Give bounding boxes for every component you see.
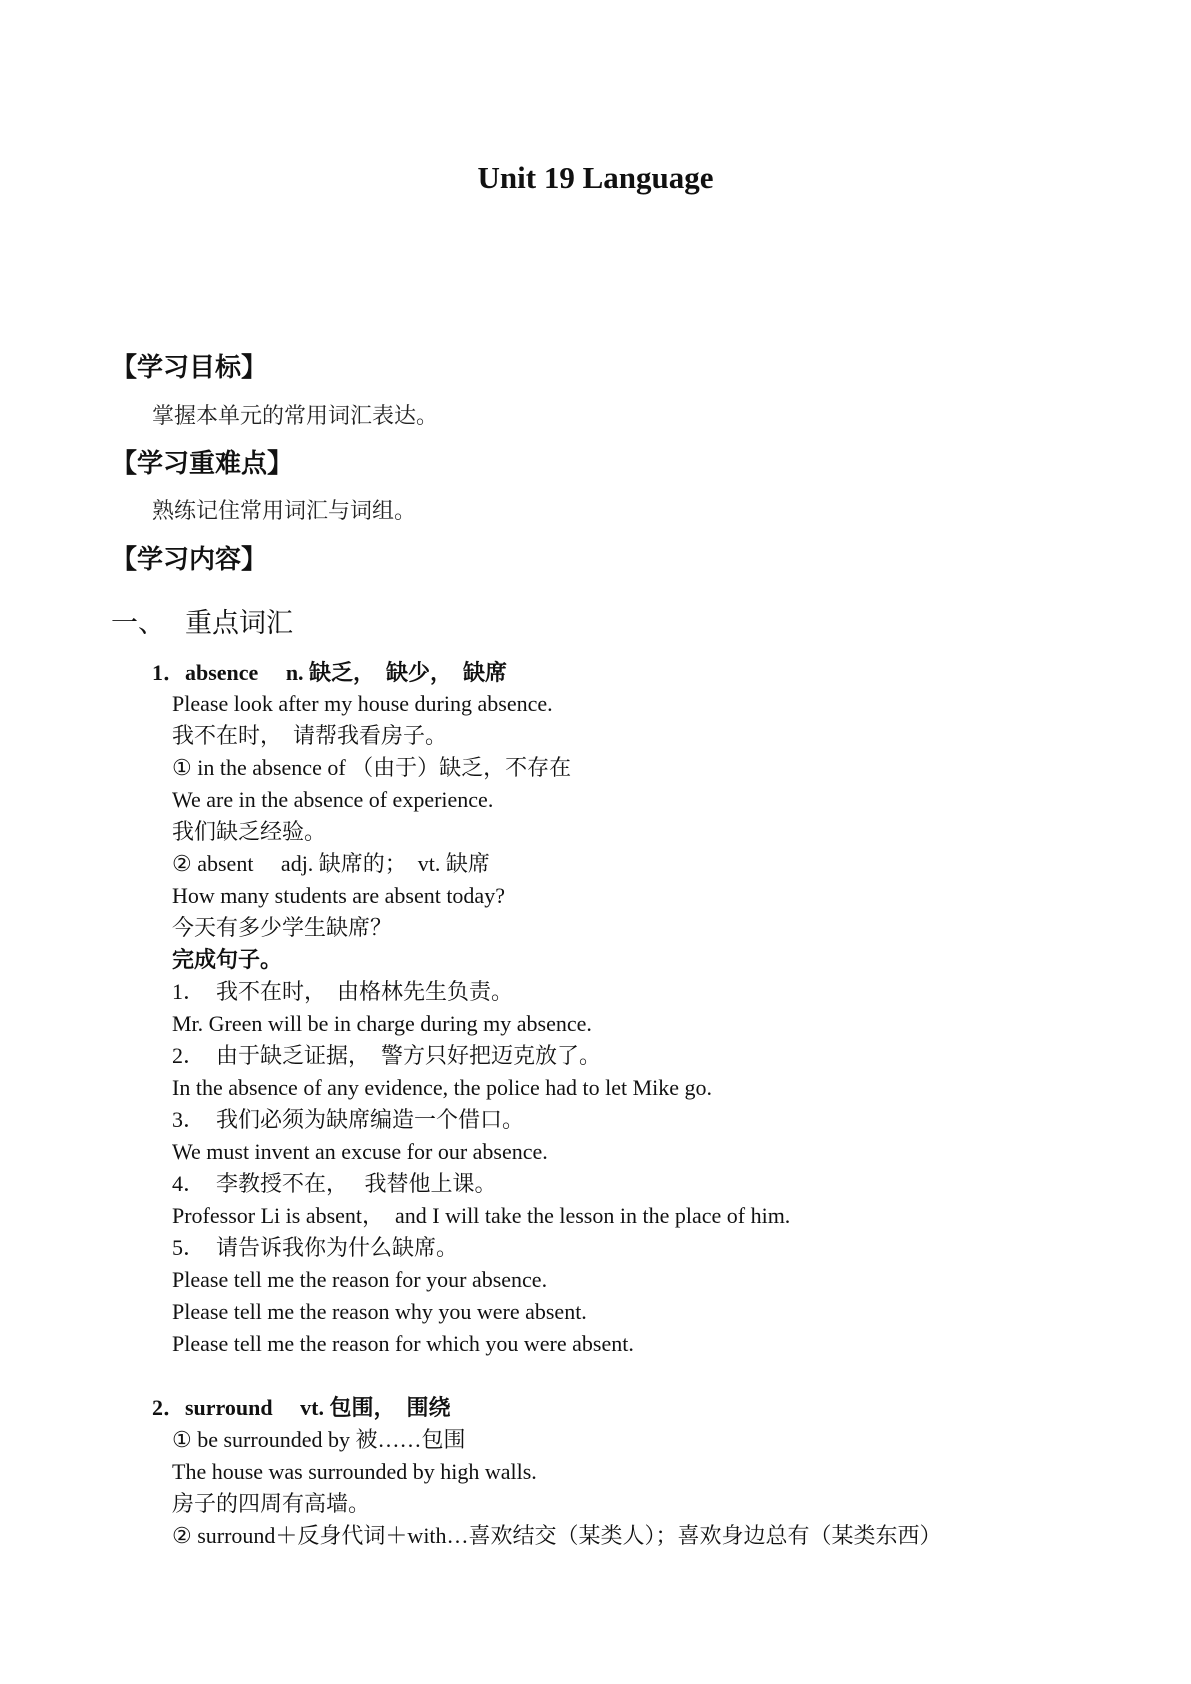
- entry-line: We must invent an excuse for our absence.: [172, 1139, 548, 1164]
- entry-line: How many students are absent today?: [172, 883, 505, 908]
- entry-line: ① in the absence of （由于）缺乏，不存在: [172, 755, 572, 780]
- entry-line: Please tell me the reason for which you were absent.: [172, 1331, 634, 1356]
- entry-line: 我不在时， 请帮我看房子。: [172, 723, 448, 748]
- entry-line: 我们缺乏经验。: [172, 819, 327, 844]
- exercise-heading: 完成句子。: [172, 947, 283, 972]
- entry-line: The house was surrounded by high walls.: [172, 1459, 537, 1484]
- entry-line: In the absence of any evidence, the police had to let Mike go.: [172, 1075, 713, 1100]
- entry-line: 2． 由于缺乏证据， 警方只好把迈克放了。: [172, 1043, 602, 1068]
- entry-line: 1． 我不在时， 由格林先生负责。: [172, 979, 514, 1004]
- section-heading-objectives: 【学习目标】: [111, 353, 268, 383]
- entry-line: ① be surrounded by 被……包围: [172, 1427, 466, 1452]
- part-title: 重点词汇: [185, 608, 293, 639]
- entry-line: 5． 请告诉我你为什么缺席。: [172, 1235, 459, 1260]
- page-title: Unit 19 Language: [477, 160, 714, 195]
- part-heading: [111, 606, 293, 642]
- section-heading-content: 【学习内容】: [111, 545, 268, 575]
- entry-line: Mr. Green will be in charge during my absence.: [172, 1011, 592, 1036]
- section-text-key-points: 熟练记住常用词汇与词组。: [152, 499, 417, 524]
- part-number: 一、: [111, 608, 165, 639]
- entry-heading-surround: 2．surround vt. 包围， 围绕: [152, 1395, 451, 1420]
- entry-line: Please tell me the reason why you were absent.: [172, 1299, 587, 1324]
- section-text-objectives: 掌握本单元的常用词汇表达。: [152, 404, 439, 429]
- entry-line: ② surround＋反身代词＋with…喜欢结交（某类人）；喜欢身边总有（某类东西）: [172, 1523, 942, 1548]
- entry-line: Please tell me the reason for your absence.: [172, 1267, 548, 1292]
- entry-line: Please look after my house during absence.: [172, 691, 553, 716]
- section-heading-key-points: 【学习重难点】: [111, 449, 294, 479]
- entry-line: ② absent adj. 缺席的； vt. 缺席: [172, 851, 490, 876]
- entry-line: 今天有多少学生缺席？: [172, 915, 393, 940]
- entry-line: 房子的四周有高墙。: [172, 1491, 371, 1516]
- entry-line: Professor Li is absent， and I will take the lesson in the place of him.: [172, 1203, 791, 1228]
- entry-line: 3． 我们必须为缺席编造一个借口。: [172, 1107, 525, 1132]
- entry-line: We are in the absence of experience.: [172, 787, 494, 812]
- entry-heading-absence: 1．absence n. 缺乏， 缺少， 缺席: [152, 660, 508, 685]
- entry-line: 4． 李教授不在， 我替他上课。: [172, 1171, 497, 1196]
